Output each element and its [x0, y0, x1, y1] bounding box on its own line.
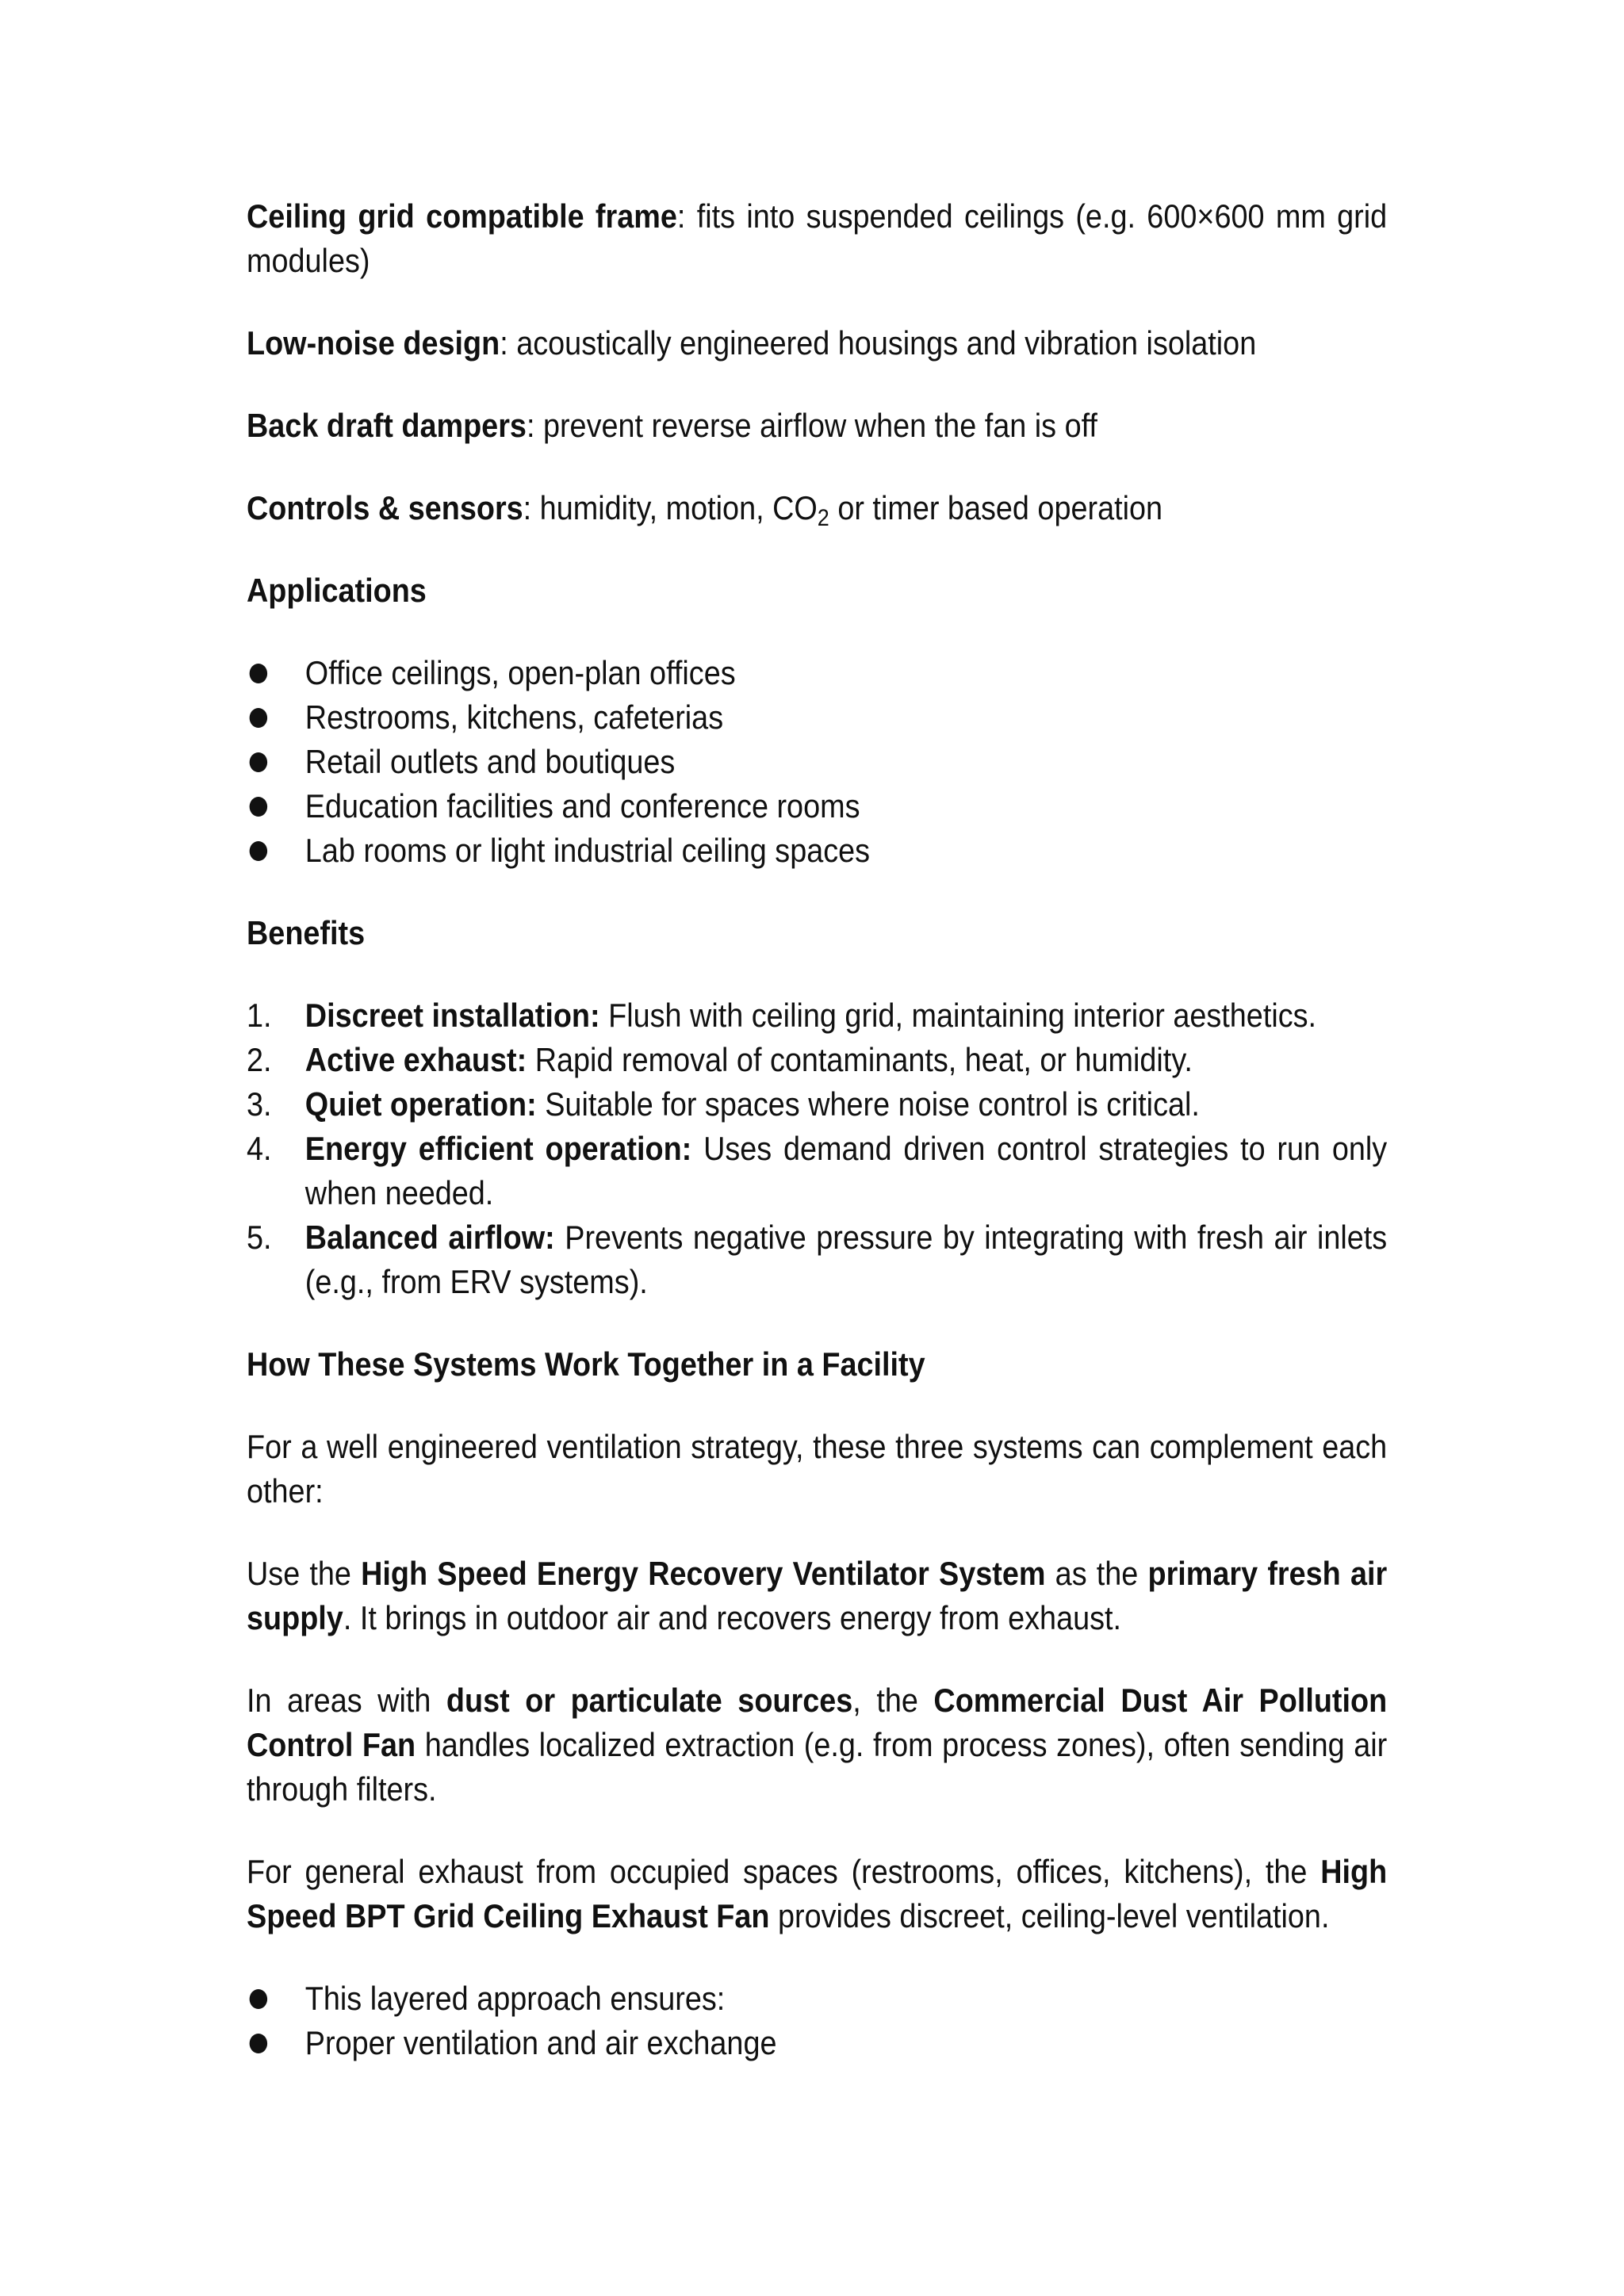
applications-heading: Applications: [247, 572, 427, 609]
applications-list: [247, 651, 1387, 873]
paragraph-emphasis: Commercial Dust Air Pollution Control Fan: [247, 1682, 1388, 1763]
paragraph-text: For general exhaust from occupied spaces (restrooms, offices, kitchens), the: [247, 1853, 1321, 1890]
feature-term: Ceiling grid compatible frame: [247, 197, 677, 235]
together-paragraph-erv: [247, 1552, 1387, 1640]
together-intro: For a well engineered ventilation strategy, these three systems can complement each other:: [247, 1428, 1388, 1510]
benefit-text: Flush with ceiling grid, maintaining interior aesthetics.: [599, 997, 1317, 1034]
paragraph-text: . It brings in outdoor air and recovers energy from exhaust.: [343, 1599, 1122, 1636]
list-item: [247, 1976, 1387, 2021]
feature-text: : prevent reverse airflow when the fan is off: [526, 407, 1097, 444]
list-number: 2.: [247, 1041, 272, 1078]
list-item: [247, 651, 1387, 695]
document-page: [247, 194, 1388, 2103]
feature-term: Back draft dampers: [247, 407, 527, 444]
feature-term: Low-noise design: [247, 324, 500, 362]
paragraph-emphasis: High Speed BPT Grid Ceiling Exhaust Fan: [247, 1853, 1388, 1934]
list-item-text: Education facilities and conference rooms: [304, 787, 860, 825]
benefits-list: [247, 993, 1387, 1304]
list-item: [247, 1127, 1387, 1215]
bullet-icon: [250, 2034, 268, 2053]
list-item: [247, 1038, 1387, 1082]
text-column: [247, 194, 1387, 2065]
together-paragraph-exhaust: [247, 1850, 1387, 1938]
list-item: [247, 784, 1387, 828]
list-item-text: Restrooms, kitchens, cafeterias: [304, 698, 724, 736]
list-number: 3.: [247, 1085, 272, 1123]
bullet-icon: [250, 797, 268, 817]
paragraph-emphasis: dust or particulate sources: [446, 1682, 853, 1719]
feature-controls: [247, 486, 1387, 530]
bullet-icon: [250, 664, 268, 683]
benefit-text: Uses demand driven control strategies to run only when needed.: [304, 1130, 1388, 1211]
benefit-term: Energy efficient operation:: [304, 1130, 692, 1167]
benefit-term: Balanced airflow:: [304, 1219, 555, 1256]
benefit-text: Rapid removal of contaminants, heat, or humidity.: [527, 1041, 1193, 1078]
benefit-text: Suitable for spaces where noise control is critical.: [536, 1085, 1200, 1123]
together-paragraph-dust: [247, 1678, 1387, 1812]
list-item-text: This layered approach ensures:: [304, 1980, 726, 2017]
paragraph-emphasis: primary fresh air supply: [247, 1555, 1388, 1636]
list-item: [247, 695, 1387, 740]
paragraph-text: , the: [852, 1682, 934, 1719]
benefit-term: Active exhaust:: [304, 1041, 527, 1078]
paragraph-text: In areas with: [247, 1682, 446, 1719]
feature-back-draft: [247, 404, 1387, 448]
list-item: [247, 1215, 1387, 1304]
feature-text: : fits into suspended ceilings (e.g. 600×600 mm grid modules): [247, 197, 1388, 279]
list-item-text: Proper ventilation and air exchange: [304, 2024, 777, 2061]
benefit-term: Discreet installation:: [304, 997, 600, 1034]
list-item: [247, 2021, 1387, 2065]
list-item-text: Retail outlets and boutiques: [304, 743, 676, 780]
benefits-heading: Benefits: [247, 914, 366, 951]
list-number: 4.: [247, 1130, 272, 1167]
list-item-text: Lab rooms or light industrial ceiling spaces: [304, 832, 871, 869]
together-bullets: [247, 1976, 1387, 2065]
benefit-term: Quiet operation:: [304, 1085, 537, 1123]
feature-ceiling-grid: [247, 194, 1387, 283]
paragraph-text: Use the: [247, 1555, 362, 1592]
bullet-icon: [250, 752, 268, 772]
benefit-text: Prevents negative pressure by integrating with fresh air inlets (e.g., from ERV systems).: [304, 1219, 1388, 1300]
bullet-icon: [250, 841, 268, 861]
feature-low-noise: [247, 321, 1387, 365]
bullet-icon: [250, 1989, 268, 2009]
feature-term: Controls & sensors: [247, 489, 523, 526]
list-item: [247, 740, 1387, 784]
paragraph-emphasis: High Speed Energy Recovery Ventilator System: [361, 1555, 1046, 1592]
paragraph-text: as the: [1045, 1555, 1148, 1592]
list-item: [247, 1082, 1387, 1127]
list-number: 5.: [247, 1219, 272, 1256]
paragraph-text: handles localized extraction (e.g. from process zones), often sending air through filters.: [247, 1726, 1388, 1808]
feature-text: : acoustically engineered housings and vibration isolation: [500, 324, 1257, 362]
together-heading: How These Systems Work Together in a Facility: [247, 1345, 925, 1383]
feature-text: or timer based operation: [829, 489, 1163, 526]
list-item-text: Office ceilings, open-plan offices: [304, 654, 736, 691]
feature-text: : humidity, motion, CO: [523, 489, 818, 526]
list-item: [247, 828, 1387, 873]
co2-subscript: 2: [817, 505, 829, 531]
paragraph-text: provides discreet, ceiling-level ventilation.: [769, 1897, 1330, 1934]
list-item: [247, 993, 1387, 1038]
bullet-icon: [250, 708, 268, 728]
list-number: 1.: [247, 997, 272, 1034]
